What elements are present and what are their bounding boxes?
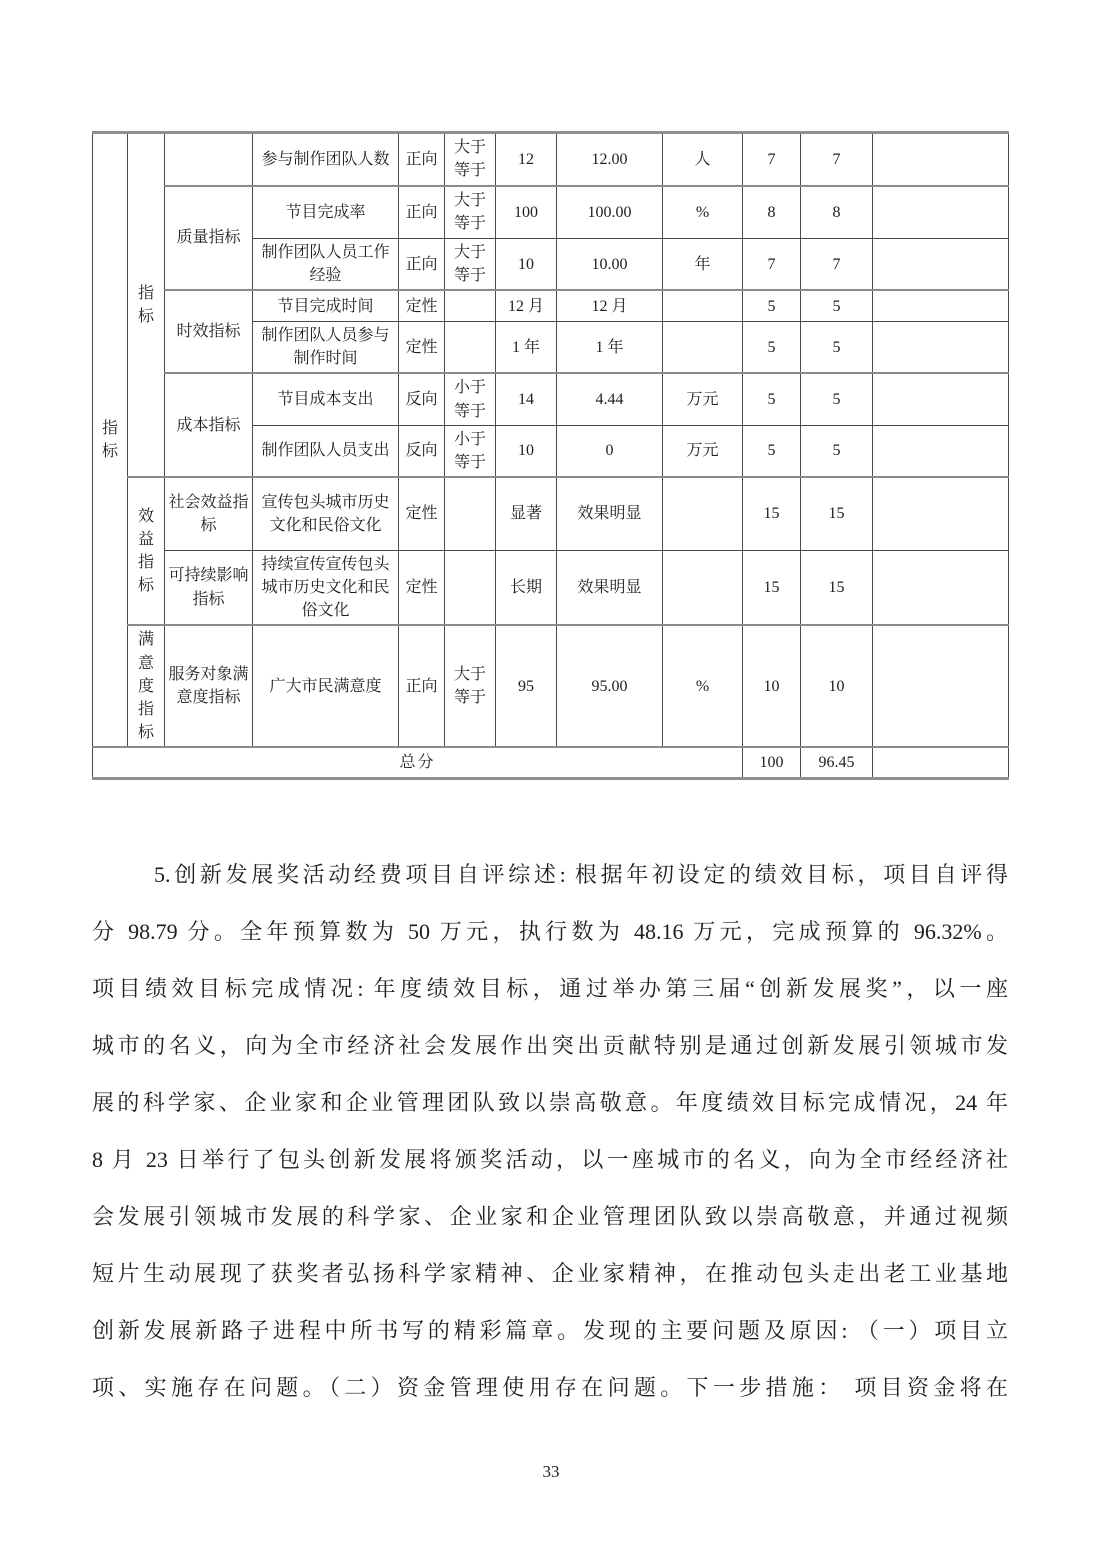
paragraph-line: 5.创新发展奖活动经费项目自评综述: 根据年初设定的绩效目标，项目自评得 — [154, 862, 1008, 887]
cell-target-value: 12 — [496, 133, 557, 186]
cell-unit — [663, 477, 743, 550]
cell-score: 15 — [743, 550, 801, 625]
cell-direction: 正向 — [399, 239, 445, 291]
cell-category: 社会效益指标 — [165, 477, 253, 550]
cell-direction: 正向 — [399, 625, 445, 747]
cell-unit: 万元 — [663, 373, 743, 425]
cell-self-score: 10 — [801, 625, 873, 747]
cell-level2-header: 指标 — [128, 133, 165, 478]
table-row — [93, 625, 1009, 747]
cell-unit: 万元 — [663, 425, 743, 477]
cell-self-score: 7 — [801, 133, 873, 186]
cell-category: 服务对象满意度指标 — [165, 625, 253, 747]
cell-operator: 大于等于 — [445, 239, 496, 291]
cell-remark — [873, 186, 1009, 239]
cell-direction: 正向 — [399, 133, 445, 186]
cell-score: 5 — [743, 321, 801, 373]
table-row — [93, 373, 1009, 425]
cell-target-value: 100 — [496, 186, 557, 239]
cell-target-value: 10 — [496, 425, 557, 477]
cell-self-score: 7 — [801, 239, 873, 291]
cell-operator: 小于等于 — [445, 373, 496, 425]
cell-level2-header: 效益指标 — [128, 477, 165, 625]
cell-self-score: 5 — [801, 373, 873, 425]
table-row — [93, 133, 1009, 186]
cell-score: 5 — [743, 373, 801, 425]
cell-direction: 定性 — [399, 477, 445, 550]
cell-direction: 定性 — [399, 290, 445, 321]
cell-level2-header: 满意度指标 — [128, 625, 165, 747]
cell-target-value: 95 — [496, 625, 557, 747]
paragraph-line: 创新发展新路子进程中所书写的精彩篇章。发现的主要问题及原因: （一）项目立 — [92, 1318, 1008, 1343]
paragraph-line: 会发展引领城市发展的科学家、企业家和企业管理团队致以崇高敬意，并通过视频 — [92, 1204, 1008, 1229]
cell-indicator-name: 节目完成时间 — [253, 290, 399, 321]
cell-remark — [873, 133, 1009, 186]
paragraph-line: 8 月 23 日举行了包头创新发展将颁奖活动，以一座城市的名义，向为全市经经济社 — [92, 1147, 1008, 1172]
self-evaluation-paragraph — [92, 846, 1008, 1416]
cell-operator: 大于等于 — [445, 186, 496, 239]
cell-direction: 定性 — [399, 550, 445, 625]
table-row — [93, 550, 1009, 625]
cell-indicator-name: 制作团队人员工作经验 — [253, 239, 399, 291]
cell-unit — [663, 290, 743, 321]
table-row — [93, 186, 1009, 239]
cell-direction: 定性 — [399, 321, 445, 373]
cell-score: 7 — [743, 133, 801, 186]
cell-remark — [873, 239, 1009, 291]
cell-category: 成本指标 — [165, 373, 253, 477]
cell-operator: 大于等于 — [445, 133, 496, 186]
cell-score: 15 — [743, 477, 801, 550]
cell-unit: 人 — [663, 133, 743, 186]
cell-score: 5 — [743, 425, 801, 477]
cell-operator: 小于等于 — [445, 425, 496, 477]
cell-indicator-name: 节目完成率 — [253, 186, 399, 239]
cell-self-score: 15 — [801, 550, 873, 625]
cell-total-remark — [873, 747, 1009, 778]
cell-score: 5 — [743, 290, 801, 321]
cell-unit — [663, 321, 743, 373]
cell-score: 7 — [743, 239, 801, 291]
cell-score: 10 — [743, 625, 801, 747]
cell-actual-value: 10.00 — [557, 239, 663, 291]
cell-operator — [445, 290, 496, 321]
cell-indicator-name: 参与制作团队人数 — [253, 133, 399, 186]
cell-indicator-name: 节目成本支出 — [253, 373, 399, 425]
cell-total-self-score: 96.45 — [801, 747, 873, 778]
paragraph-line: 短片生动展现了获奖者弘扬科学家精神、企业家精神，在推动包头走出老工业基地 — [92, 1261, 1008, 1286]
cell-remark — [873, 425, 1009, 477]
cell-actual-value: 效果明显 — [557, 477, 663, 550]
cell-self-score: 8 — [801, 186, 873, 239]
cell-self-score: 5 — [801, 321, 873, 373]
cell-operator — [445, 550, 496, 625]
cell-remark — [873, 625, 1009, 747]
performance-indicator-table — [92, 131, 1009, 780]
cell-remark — [873, 550, 1009, 625]
cell-target-value: 1 年 — [496, 321, 557, 373]
cell-remark — [873, 290, 1009, 321]
paragraph-line: 分 98.79 分。全年预算数为 50 万元，执行数为 48.16 万元，完成预算的 96.32%。 — [92, 919, 1008, 944]
cell-operator — [445, 477, 496, 550]
cell-target-value: 显著 — [496, 477, 557, 550]
cell-level1-header: 指标 — [93, 133, 128, 748]
table-row — [93, 290, 1009, 321]
cell-direction: 正向 — [399, 186, 445, 239]
cell-score: 8 — [743, 186, 801, 239]
paragraph-line: 项目绩效目标完成情况: 年度绩效目标，通过举办第三届“创新发展奖”，以一座 — [92, 976, 1008, 1001]
cell-indicator-name: 持续宣传宣传包头城市历史文化和民俗文化 — [253, 550, 399, 625]
cell-unit — [663, 550, 743, 625]
cell-actual-value: 效果明显 — [557, 550, 663, 625]
cell-total-label: 总分 — [93, 747, 743, 778]
cell-actual-value: 12 月 — [557, 290, 663, 321]
cell-operator: 大于等于 — [445, 625, 496, 747]
cell-unit: % — [663, 186, 743, 239]
cell-total-score: 100 — [743, 747, 801, 778]
cell-actual-value: 95.00 — [557, 625, 663, 747]
page-number: 33 — [542, 1462, 560, 1481]
cell-category: 时效指标 — [165, 290, 253, 373]
cell-self-score: 15 — [801, 477, 873, 550]
cell-self-score: 5 — [801, 425, 873, 477]
cell-actual-value: 1 年 — [557, 321, 663, 373]
cell-remark — [873, 477, 1009, 550]
cell-indicator-name: 制作团队人员支出 — [253, 425, 399, 477]
cell-self-score: 5 — [801, 290, 873, 321]
cell-actual-value: 0 — [557, 425, 663, 477]
cell-target-value: 14 — [496, 373, 557, 425]
cell-target-value: 长期 — [496, 550, 557, 625]
cell-indicator-name: 制作团队人员参与制作时间 — [253, 321, 399, 373]
cell-category — [165, 133, 253, 186]
paragraph-line: 展的科学家、企业家和企业管理团队致以崇高敬意。年度绩效目标完成情况，24 年 — [92, 1090, 1008, 1115]
cell-direction: 反向 — [399, 373, 445, 425]
cell-actual-value: 100.00 — [557, 186, 663, 239]
cell-remark — [873, 373, 1009, 425]
cell-unit: 年 — [663, 239, 743, 291]
cell-indicator-name: 宣传包头城市历史文化和民俗文化 — [253, 477, 399, 550]
cell-actual-value: 4.44 — [557, 373, 663, 425]
cell-remark — [873, 321, 1009, 373]
table-total-row — [93, 747, 1009, 778]
cell-target-value: 10 — [496, 239, 557, 291]
paragraph-line: 项、实施存在问题。（二）资金管理使用存在问题。下一步措施： 项目资金将在 — [92, 1375, 1008, 1400]
cell-operator — [445, 321, 496, 373]
cell-actual-value: 12.00 — [557, 133, 663, 186]
cell-target-value: 12 月 — [496, 290, 557, 321]
paragraph-line: 城市的名义，向为全市经济社会发展作出突出贡献特别是通过创新发展引领城市发 — [92, 1033, 1008, 1058]
cell-direction: 反向 — [399, 425, 445, 477]
cell-unit: % — [663, 625, 743, 747]
cell-category: 质量指标 — [165, 186, 253, 291]
cell-category: 可持续影响指标 — [165, 550, 253, 625]
cell-indicator-name: 广大市民满意度 — [253, 625, 399, 747]
table-row — [93, 477, 1009, 550]
